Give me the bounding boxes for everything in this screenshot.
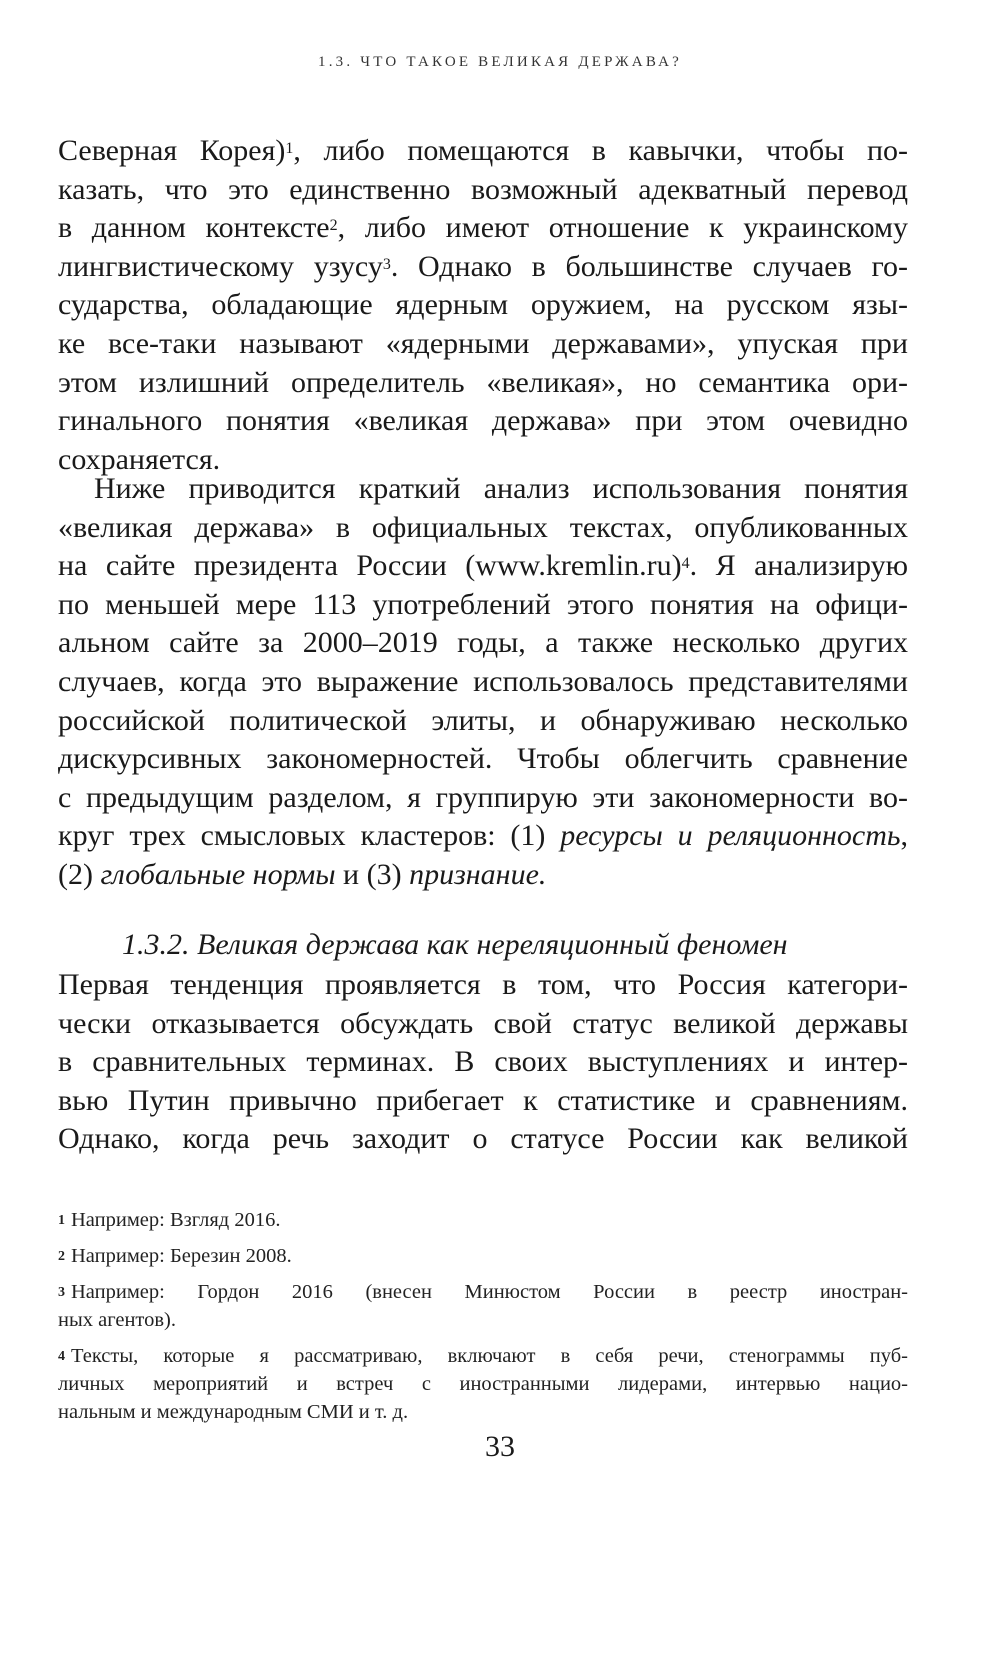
footnote-3: $^3$ Например: Гордон 2016 (внесен Минюстом России в реестр иностран- ных агентов). <box>58 1281 908 1331</box>
text-line: на сайте президента России (www.kremlin.ru)$^4$. Я анализирую <box>58 549 909 583</box>
footnote-ref-4[interactable]: 4 <box>681 555 690 573</box>
paragraph-3 <box>58 966 908 1159</box>
footnote-1: $^1$ Например: Взгляд 2016. <box>58 1209 281 1231</box>
text-line: альном сайте за 2000–2019 годы, а также несколько других <box>58 626 908 660</box>
text-line: с предыдущим разделом, я группирую эти закономерности во- <box>58 780 908 814</box>
section-heading: 1.3.2. Великая держава как нереляционный феномен <box>122 928 788 961</box>
page-number: 33 <box>485 1430 515 1463</box>
text-line: Первая тенденция проявляется в том, что Россия категори- <box>58 968 908 1001</box>
paragraph-2 <box>58 470 908 895</box>
text-line: сохраняется. <box>58 442 221 476</box>
text-line: лингвистическому узусу$^3$. Однако в большинстве случаев го- <box>58 249 908 283</box>
text-line: Однако, когда речь заходит о статусе России как великой <box>58 1122 908 1156</box>
text-line: этом излишний определитель «великая», но семантика ори- <box>58 365 908 399</box>
footnote-number: 1 <box>58 1213 65 1228</box>
footnote-ref-1[interactable]: 1 <box>285 140 294 157</box>
footnote-2: $^2$ Например: Березин 2008. <box>58 1245 292 1267</box>
text-line: гинального понятия «великая держава» при этом очевидно <box>58 404 908 438</box>
text-line: (2) глобальные нормы и (3) признание. <box>58 857 547 891</box>
text-line: дискурсивных закономерностей. Чтобы облегчить сравнение <box>58 742 908 776</box>
text-line: в данном контексте$^2$, либо имеют отношение к украинскому <box>58 211 908 245</box>
text-line: Ниже приводится краткий анализ использования понятия <box>94 472 908 505</box>
footnote-ref-3[interactable]: 3 <box>382 255 391 273</box>
text-line: случаев, когда это выражение использовалось представителями <box>58 664 908 698</box>
text-line: российской политической элиты, и обнаруживаю несколько <box>58 703 908 737</box>
text-line: казать, что это единственно возможный адекватный перевод <box>58 172 908 206</box>
text-line: ке все-таки называют «ядерными державами», упуская при <box>58 326 908 360</box>
footnotes <box>58 1206 908 1434</box>
running-head: 1.3. ЧТО ТАКОЕ ВЕЛИКАЯ ДЕРЖАВА? <box>318 54 682 70</box>
footnote-ref-2[interactable]: 2 <box>329 217 338 235</box>
text-line: чески отказывается обсуждать свой статус великой державы <box>58 1006 908 1040</box>
text-line: в сравнительных терминах. В своих выступлениях и интер- <box>58 1045 908 1079</box>
paragraph-1 <box>58 132 908 479</box>
text-line: круг трех смысловых кластеров: (1) ресурсы и реляционность, <box>58 819 909 853</box>
text-line: Северная Корея)$^1$, либо помещаются в кавычки, чтобы по- <box>58 134 908 167</box>
footnote-number: 4 <box>58 1349 65 1364</box>
footnote-4: $^4$ Тексты, которые я рассматриваю, включают в себя речи, стенограммы пуб- личных мероприятий и встреч с иностранными лидерами, интервью нацио- нальным и международным СМИ и т. д. <box>58 1345 908 1423</box>
text-line: по меньшей мере 113 употреблений этого понятия на офици- <box>58 587 908 621</box>
text-line: сударства, обладающие ядерным оружием, на русском язы- <box>58 288 908 322</box>
footnote-number: 2 <box>58 1249 65 1264</box>
text-line: «великая держава» в официальных текстах, опубликованных <box>58 510 908 544</box>
text-line: вью Путин привычно прибегает к статистике и сравнениям. <box>58 1083 908 1117</box>
footnote-number: 3 <box>58 1285 65 1300</box>
